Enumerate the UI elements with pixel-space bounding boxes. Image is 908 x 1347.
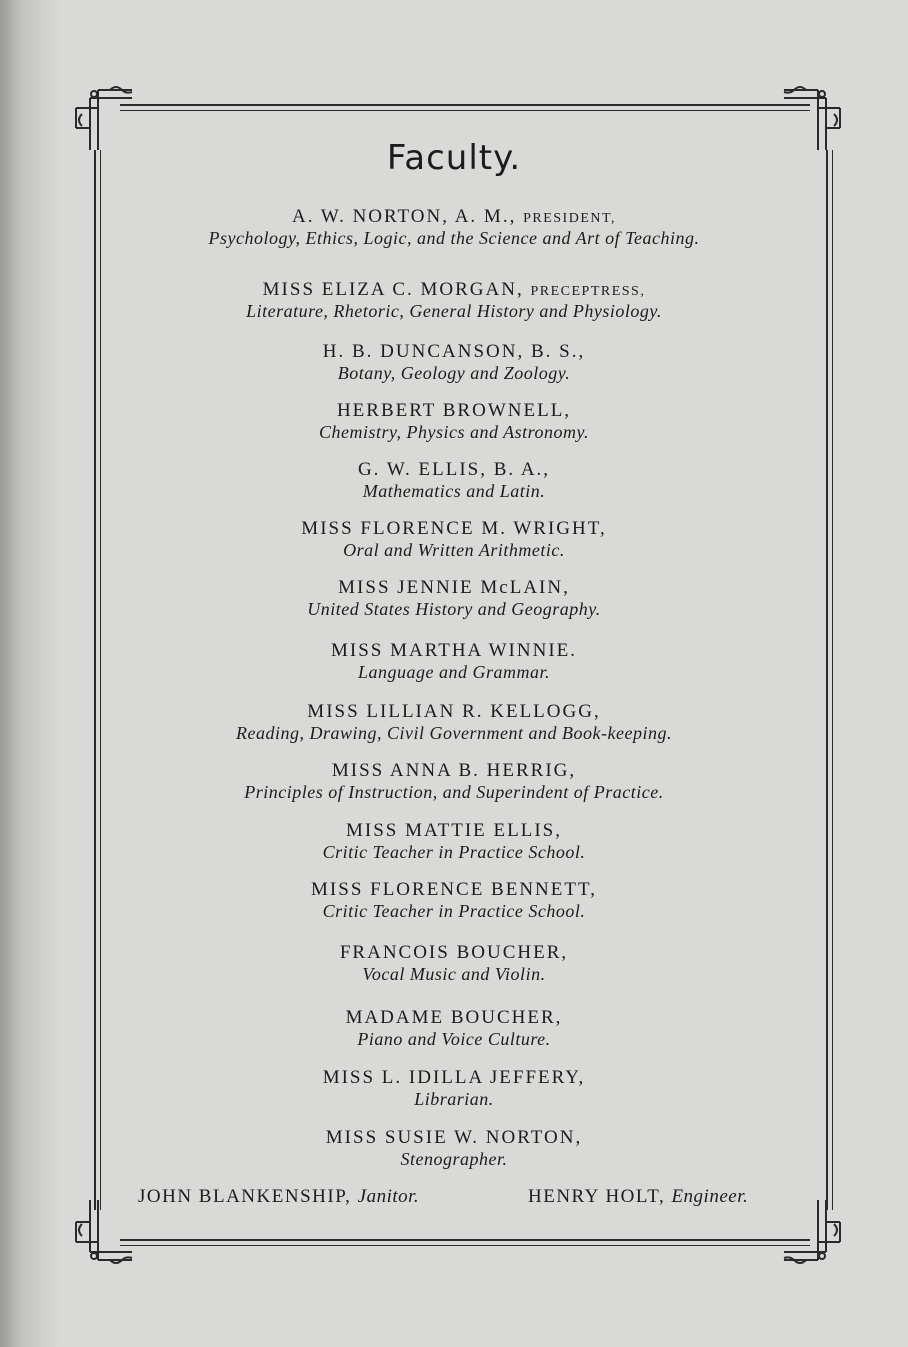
corner-ornament-bottom-right (778, 1196, 848, 1266)
faculty-title: PRECEPTRESS, (530, 284, 646, 299)
faculty-entry (0, 518, 908, 561)
faculty-subjects: Oral and Written Arithmetic. (343, 540, 565, 560)
faculty-name: MISS FLORENCE BENNETT, (311, 879, 597, 900)
faculty-subjects: Stenographer. (400, 1149, 508, 1169)
faculty-entry (0, 341, 908, 384)
faculty-entry (0, 1007, 908, 1050)
faculty-name: A. W. NORTON, A. M., PRESIDENT, (292, 206, 616, 227)
faculty-name: MISS FLORENCE M. WRIGHT, (301, 518, 607, 539)
faculty-subjects: Language and Grammar. (357, 662, 550, 682)
faculty-subjects: Critic Teacher in Practice School. (322, 842, 586, 862)
faculty-name: FRANCOIS BOUCHER, (339, 942, 569, 963)
faculty-name: MISS MARTHA WINNIE. (330, 640, 578, 661)
faculty-name: MISS ELIZA C. MORGAN, PRECEPTRESS, (262, 279, 646, 300)
faculty-subjects: Botany, Geology and Zoology. (337, 363, 571, 383)
faculty-entry (0, 459, 908, 502)
faculty-name: H. B. DUNCANSON, B. S., (322, 341, 586, 362)
faculty-entry (0, 577, 908, 620)
faculty-entry (0, 760, 908, 803)
faculty-name: MISS L. IDILLA JEFFERY, (322, 1067, 586, 1088)
faculty-entry (0, 701, 908, 744)
faculty-subjects: United States History and Geography. (307, 599, 601, 619)
faculty-name: MISS JENNIE McLAIN, (338, 577, 570, 598)
faculty-subjects: Principles of Instruction, and Superindent of Practice. (244, 782, 664, 802)
faculty-subjects: Vocal Music and Violin. (362, 964, 546, 984)
faculty-name: G. W. ELLIS, B. A., (357, 459, 551, 480)
staff-name: JOHN BLANKENSHIP, (138, 1186, 358, 1207)
staff-entry-engineer (528, 1186, 748, 1208)
faculty-entry (0, 279, 908, 322)
faculty-entry (0, 879, 908, 922)
page-title: Faculty. (386, 138, 522, 178)
staff-role: Janitor. (357, 1186, 420, 1207)
faculty-name: HERBERT BROWNELL, (336, 400, 572, 421)
faculty-name: MISS ANNA B. HERRIG, (331, 760, 577, 781)
faculty-entry (0, 400, 908, 443)
faculty-subjects: Reading, Drawing, Civil Government and Book-keeping. (236, 723, 672, 743)
faculty-name: MADAME BOUCHER, (345, 1007, 563, 1028)
faculty-subjects: Mathematics and Latin. (362, 481, 546, 501)
faculty-entry (0, 820, 908, 863)
faculty-name: MISS LILLIAN R. KELLOGG, (307, 701, 601, 722)
staff-name: HENRY HOLT, (528, 1186, 672, 1207)
staff-entry-janitor (138, 1186, 419, 1208)
faculty-entry (0, 942, 908, 985)
faculty-title: PRESIDENT, (523, 211, 616, 226)
faculty-name: MISS SUSIE W. NORTON, (325, 1127, 583, 1148)
faculty-subjects: Piano and Voice Culture. (357, 1029, 551, 1049)
faculty-entry (0, 206, 908, 249)
faculty-subjects: Psychology, Ethics, Logic, and the Science and Art of Teaching. (208, 228, 700, 248)
faculty-subjects: Chemistry, Physics and Astronomy. (319, 422, 589, 442)
staff-role: Engineer. (671, 1186, 749, 1207)
faculty-subjects: Critic Teacher in Practice School. (322, 901, 586, 921)
faculty-entry (0, 1127, 908, 1170)
faculty-subjects: Literature, Rhetoric, General History and Physiology. (246, 301, 662, 321)
faculty-name: MISS MATTIE ELLIS, (346, 820, 562, 841)
corner-ornament-bottom-left (68, 1196, 138, 1266)
faculty-entry (0, 640, 908, 683)
faculty-entry (0, 1067, 908, 1110)
faculty-subjects: Librarian. (414, 1089, 494, 1109)
